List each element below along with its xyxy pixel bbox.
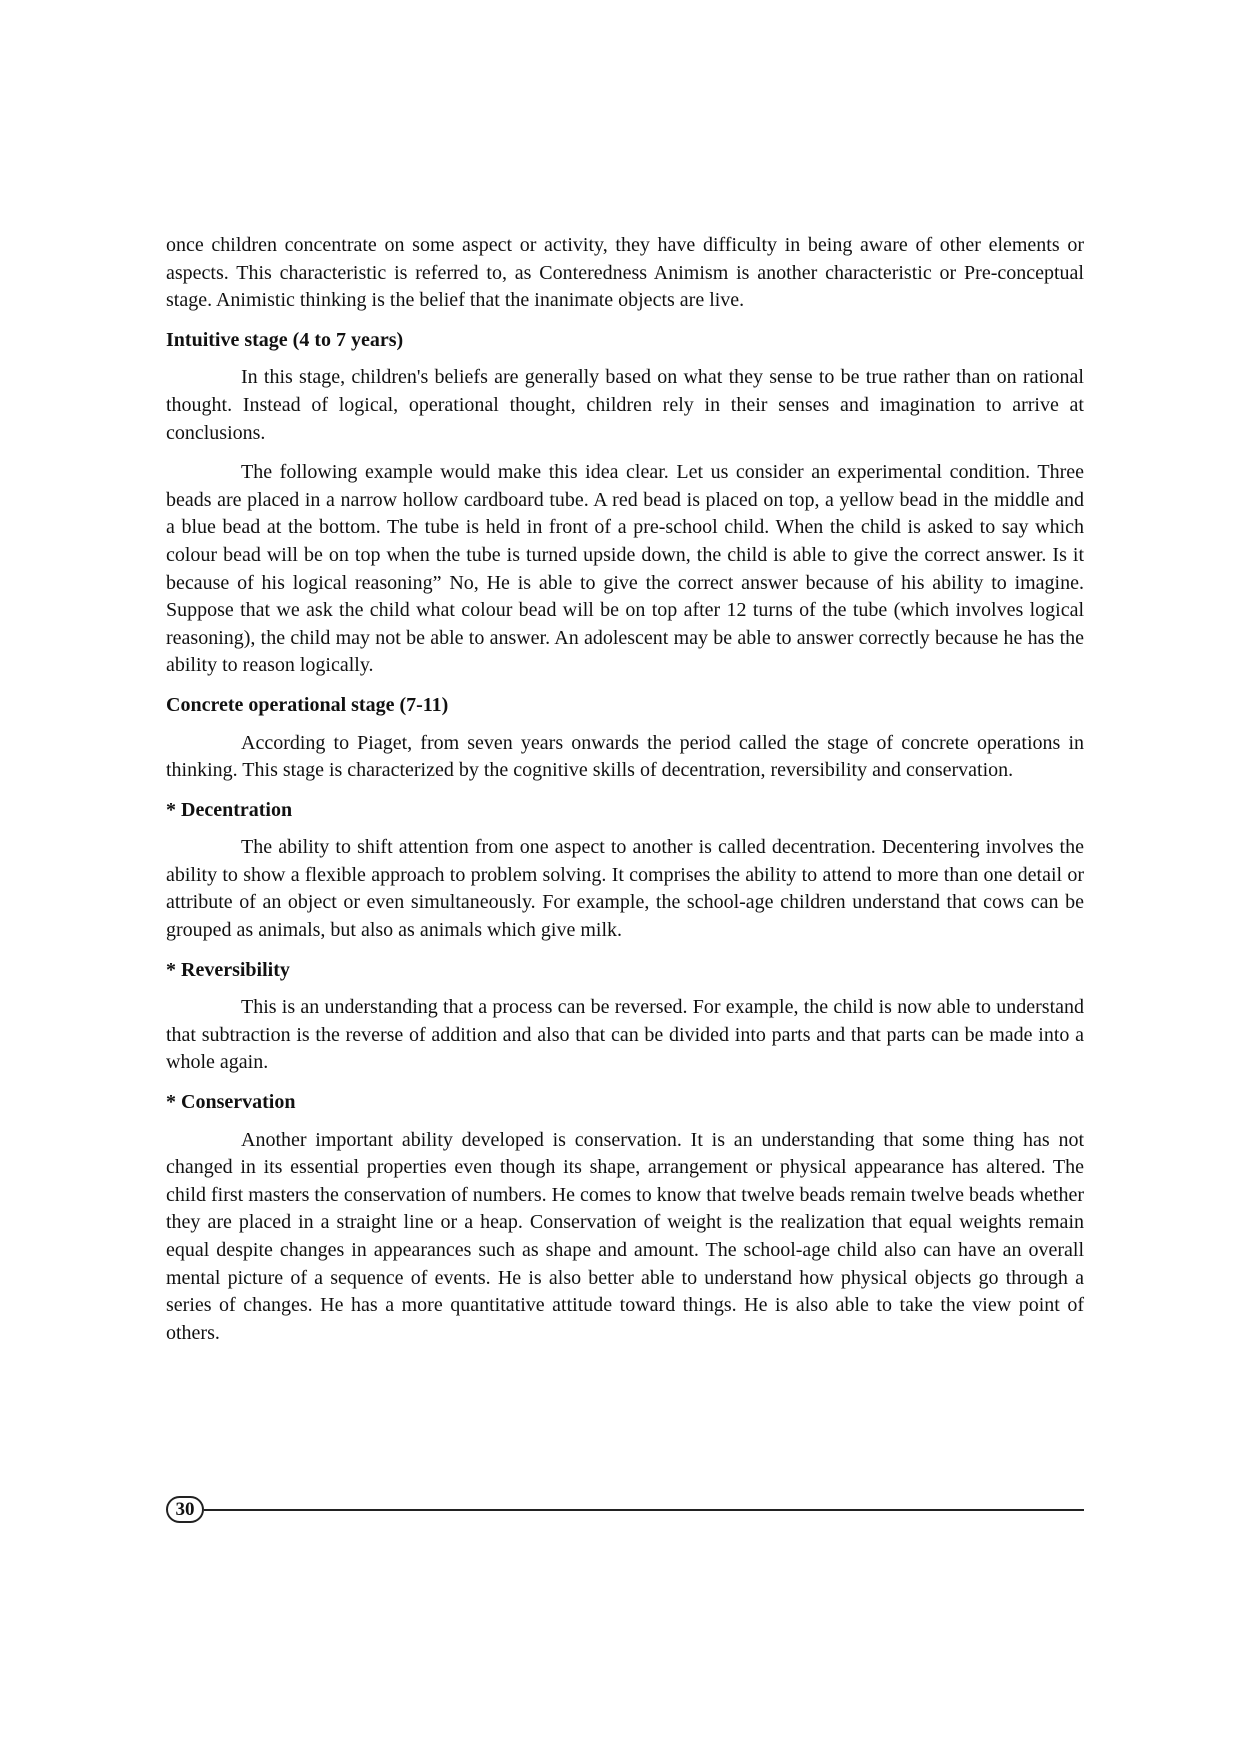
page-body xyxy=(166,232,1084,1347)
conservation-paragraph: Another important ability developed is conservation. It is an understanding that some thing has not changed in its essential properties even though its shape, arrangement or physical appearance has altered. The child first masters the conservation of numbers. He comes to know that twelve beads remain twelve beads whether they are placed in a straight line or a heap. Conservation of weight is the realization that equal weights remain equal despite changes in appearances such as shape and amount. The school-age child also can have an overall mental picture of a sequence of events. He is also better able to understand how physical objects go through a series of changes. He has a more quantitative attitude toward things. He is also able to take the view point of others. xyxy=(166,1128,1084,1344)
footer-rule xyxy=(204,1509,1084,1511)
reversibility-heading: * Reversibility xyxy=(166,958,290,981)
concrete-stage-heading: Concrete operational stage (7-11) xyxy=(166,693,449,716)
intuitive-paragraph-1: In this stage, children's beliefs are generally based on what they sense to be true rather than on rational thought. Instead of logical, operational thought, children rely in their senses and imagination to arrive at conclusions. xyxy=(166,366,1084,444)
decentration-heading: * Decentration xyxy=(166,798,293,821)
conservation-heading: * Conservation xyxy=(166,1091,296,1114)
reversibility-paragraph: This is an understanding that a process can be reversed. For example, the child is now able to understand that subtraction is the reverse of addition and also that can be divided into parts and that parts can be made into a whole again. xyxy=(166,996,1084,1074)
page-number: 30 xyxy=(166,1496,204,1523)
concrete-paragraph: According to Piaget, from seven years onwards the period called the stage of concrete operations in thinking. This stage is characterized by the cognitive skills of decentration, reversibility and conservation. xyxy=(166,731,1084,782)
decentration-paragraph: The ability to shift attention from one aspect to another is called decentration. Decentering involves the ability to show a flexible approach to problem solving. It comprises the ability to attend to more than one detail or attribute of an object or even simultaneously. For example, the school-age children understand that cows can be grouped as animals, but also as animals which give milk. xyxy=(166,836,1084,942)
intuitive-paragraph-2: The following example would make this idea clear. Let us consider an experimental condition. Three beads are placed in a narrow hollow cardboard tube. A red bead is placed on top, a yellow bead in the middle and a blue bead at the bottom. The tube is held in front of a pre-school child. When the child is asked to say which colour bead will be on top when the tube is turned upside down, the child is able to give the correct answer. Is it because of his logical reasoning” No, He is able to give the correct answer because of his ability to imagine. Suppose that we ask the child what colour bead will be on top after 12 turns of the tube (which involves logical reasoning), the child may not be able to answer. An adolescent may be able to answer correctly because he has the ability to reason logically. xyxy=(166,461,1084,677)
intuitive-stage-heading: Intuitive stage (4 to 7 years) xyxy=(166,328,404,351)
page-footer xyxy=(166,1496,1084,1526)
intro-paragraph: once children concentrate on some aspect or activity, they have difficulty in being aware of other elements or aspects. This characteristic is referred to, as Conteredness Animism is another characteristic or Pre-conceptual stage. Animistic thinking is the belief that the inanimate objects are live. xyxy=(166,234,1084,312)
